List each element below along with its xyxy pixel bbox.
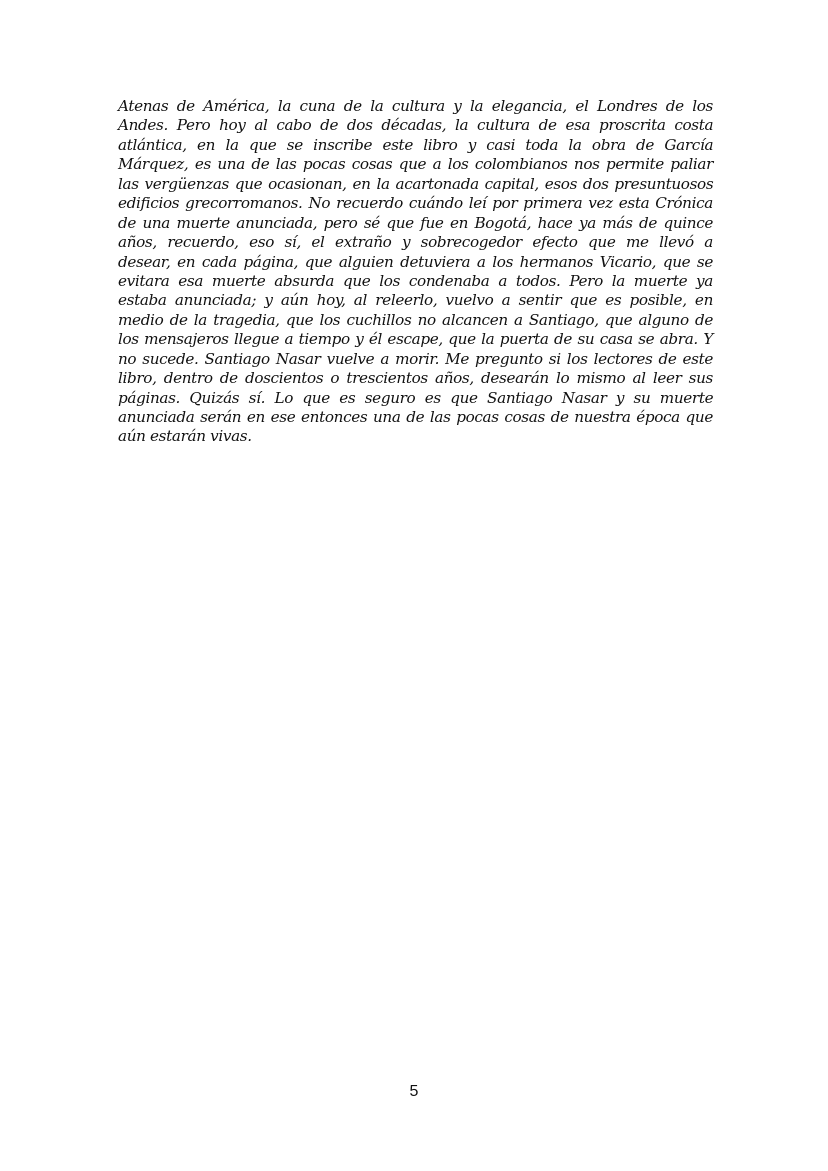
text-line: desear, en cada página, que alguien detuviera a los hermanos Vicario, que se: [118, 252, 713, 271]
text-line: los mensajeros llegue a tiempo y él escape, que la puerta de su casa se abra. Y: [118, 330, 713, 349]
text-line: años, recuerdo, eso sí, el extraño y sobrecogedor efecto que me llevó a: [118, 233, 713, 252]
text-line: anunciada serán en ese entonces una de las pocas cosas de nuestra época que: [118, 408, 713, 426]
text-line: Atenas de América, la cuna de la cultura y la elegancia, el Londres de los: [118, 97, 713, 115]
text-line: estaba anunciada; y aún hoy, al releerlo, vuelvo a sentir que es posible, en: [118, 291, 713, 310]
text-line: evitara esa muerte absurda que los condenaba a todos. Pero la muerte ya: [118, 271, 713, 290]
text-line: Andes. Pero hoy al cabo de dos décadas, la cultura de esa proscrita costa: [118, 116, 714, 135]
text-line: Márquez, es una de las pocas cosas que a los colombianos nos permite paliar: [118, 155, 713, 174]
page-number: 5: [409, 1083, 419, 1100]
text-line: no sucede. Santiago Nasar vuelve a morir. Me pregunto si los lectores de este: [118, 349, 713, 368]
text-line: edificios grecorromanos. No recuerdo cuándo leí por primera vez esta Crónica: [118, 194, 713, 213]
text-line: atlántica, en la que se inscribe este libro y casi toda la obra de García: [118, 135, 714, 154]
text-line: aún estarán vivas.: [118, 427, 252, 446]
text-line: de una muerte anunciada, pero sé que fue en Bogotá, hace ya más de quince: [118, 213, 713, 232]
text-line: las vergüenzas que ocasionan, en la acartonada capital, esos dos presuntuosos: [118, 174, 714, 193]
body-paragraph: [118, 97, 713, 447]
text-line: medio de la tragedia, que los cuchillos no alcancen a Santiago, que alguno de: [118, 310, 713, 329]
text-line: páginas. Quizás sí. Lo que es seguro es que Santiago Nasar y su muerte: [118, 388, 714, 407]
text-line: libro, dentro de doscientos o trescientos años, desearán lo mismo al leer sus: [118, 369, 713, 388]
